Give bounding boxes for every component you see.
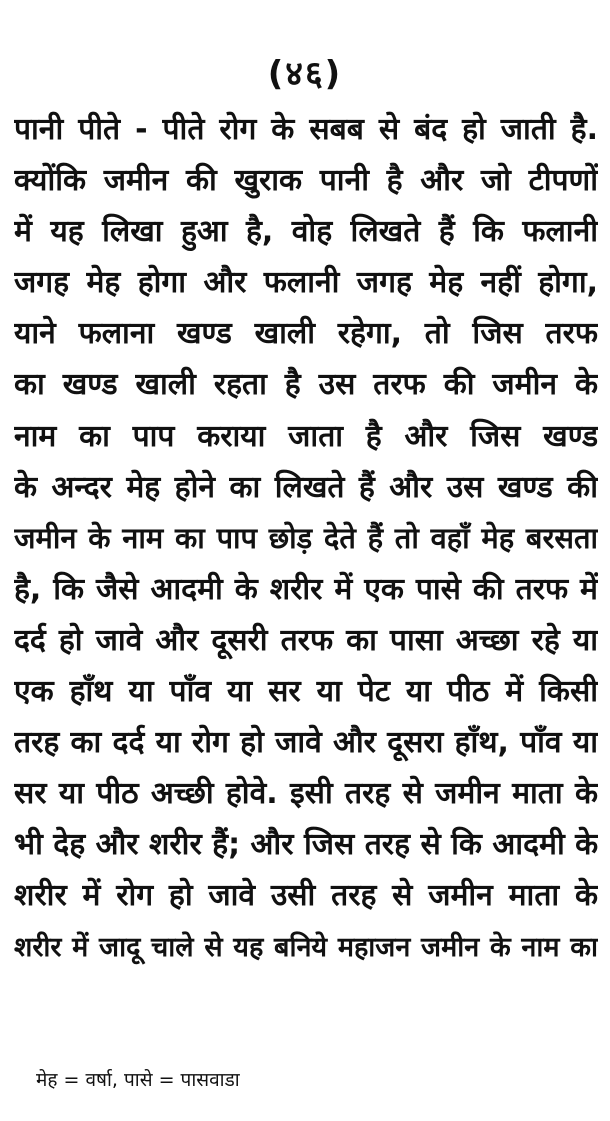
footnote: मेह = वर्षा, पासे = पासवाडा <box>36 1069 240 1091</box>
text-line-1: पानी पीते - पीते रोग के सबब से बंद हो जाती है. <box>14 112 598 147</box>
text-line-6: का खण्ड खाली रहता है उस तरफ की जमीन के <box>14 367 598 403</box>
text-line-3: में यह लिखा हुआ है, वोह लिखते हैं कि फलानी <box>14 214 598 250</box>
text-line-10: है, कि जैसे आदमी के शरीर में एक पासे की तरफ में <box>14 571 598 607</box>
text-line-2: क्योंकि जमीन की खुराक पानी है और जो टीपणों <box>14 163 598 199</box>
text-line-11: दर्द हो जावे और दूसरी तरफ का पासा अच्छा रहे या <box>14 622 598 658</box>
body-text <box>14 104 598 973</box>
text-line-16: शरीर में रोग हो जावे उसी तरह से जमीन माता के <box>14 878 598 914</box>
text-line-17: शरीर में जादू चाले से यह बनिये महाजन जमीन के नाम का <box>14 931 598 963</box>
text-line-4: जगह मेह होगा और फलानी जगह मेह नहीं होगा, <box>14 265 598 301</box>
text-line-5: याने फलाना खण्ड खाली रहेगा, तो जिस तरफ <box>14 316 598 352</box>
text-line-15: भी देह और शरीर हैं; और जिस तरह से कि आदमी के <box>14 827 598 863</box>
text-line-12: एक हाँथ या पाँव या सर या पेट या पीठ में किसी <box>14 674 598 710</box>
text-line-8: के अन्दर मेह होने का लिखते हैं और उस खण्ड की <box>14 469 598 505</box>
text-line-7: नाम का पाप कराया जाता है और जिस खण्ड <box>14 418 598 454</box>
text-line-9: जमीन के नाम का पाप छोड़ देते हैं तो वहाँ मेह बरसता <box>14 520 598 555</box>
page-number: (४६) <box>267 54 343 94</box>
text-line-14: सर या पीठ अच्छी होवे. इसी तरह से जमीन माता के <box>14 776 598 812</box>
text-line-13: तरह का दर्द या रोग हो जावे और दूसरा हाँथ, पाँव या <box>14 725 598 761</box>
